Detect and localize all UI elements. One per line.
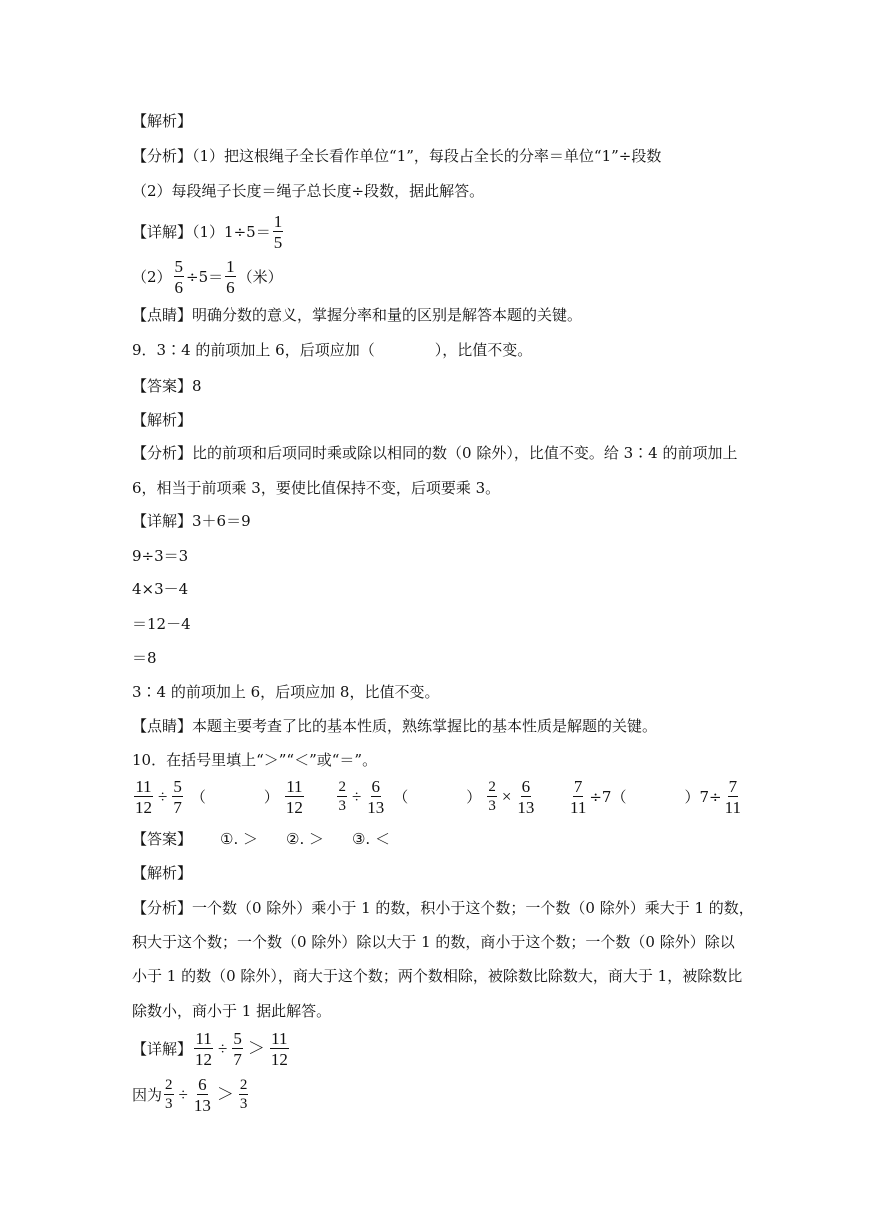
detail-line: 3∶4 的前项加上 6，后项应加 8，比值不变。: [132, 683, 440, 701]
fraction: $\frac{5}{6}$: [174, 257, 184, 297]
detail-text: 【详解】（1）1÷5＝: [132, 223, 271, 241]
answer: 【答案】 ①. ＞ ②. ＞ ③. ＜: [132, 830, 390, 848]
fraction: $\frac{7}{11}$: [724, 777, 741, 817]
detail-line: ＝12－4: [132, 615, 191, 633]
detail-line: [132, 213, 285, 251]
key-point: 【点睛】明确分数的意义，掌握分率和量的区别是解答本题的关键。: [132, 306, 583, 324]
question-9: 9．3∶4 的前项加上 6，后项应加（ ），比值不变。: [132, 341, 533, 359]
detail-line: 【详解】3＋6＝9: [132, 512, 251, 530]
analysis-line: 6，相当于前项乘 3，要使比值保持不变，后项要乘 3。: [132, 479, 501, 497]
fraction: $\frac{5}{7}$: [173, 777, 182, 817]
fraction: $\frac{1}{5}$: [273, 212, 283, 252]
analysis-line: 除数小，商小于 1 据此解答。: [132, 1002, 332, 1020]
fraction: $\frac{2}{3}$: [239, 1077, 248, 1112]
detail-line: 因为 $\frac{2}{3}$ ÷ $\frac{6}{13}$ ＞ $\frac{2}{3}$: [132, 1075, 248, 1115]
answer-bracket-close: ）: [263, 788, 279, 806]
detail-line: 4×3－4: [132, 580, 189, 598]
answer-bracket-open: （: [393, 788, 409, 806]
answer: 【答案】8: [132, 377, 202, 395]
analysis-line: 【分析】一个数（0 除外）乘小于 1 的数，积小于这个数；一个数（0 除外）乘大于 1 的数，: [132, 899, 754, 917]
fraction: $\frac{6}{13}$: [517, 777, 535, 817]
fraction: $\frac{11}{12}$: [195, 1029, 213, 1069]
answer-item: ②. ＞: [286, 830, 324, 848]
fraction: $\frac{6}{13}$: [367, 777, 385, 817]
fraction: $\frac{6}{13}$: [193, 1075, 211, 1115]
answer-bracket-open: （: [611, 788, 627, 806]
answer-item: ③. ＜: [351, 830, 390, 848]
detail-line: ＝8: [132, 649, 157, 667]
analysis-line: 【分析】（1）把这根绳子全长看作单位“1”，每段占全长的分率＝单位“1”÷段数: [132, 147, 662, 165]
detail-line: 【详解】 $\frac{11}{12}$ ÷ $\frac{5}{7}$ ＞ $\frac{11}{12}$: [132, 1029, 288, 1069]
fraction: $\frac{2}{3}$: [165, 1077, 173, 1112]
fraction: $\frac{5}{7}$: [233, 1029, 242, 1069]
detail-line: 9÷3＝3: [132, 547, 189, 565]
key-point: 【点睛】本题主要考查了比的基本性质，熟练掌握比的基本性质是解题的关键。: [132, 717, 658, 735]
analysis-line: 小于 1 的数（0 除外），商大于这个数；两个数相除，被除数比除数大，商大于 1，被除数比: [132, 967, 743, 985]
answer-item: ①. ＞: [220, 830, 258, 848]
detail-line: （2） $\frac{5}{6}$ ÷5＝ $\frac{1}{6}$ （米）: [132, 257, 283, 297]
fraction: $\frac{7}{11}$: [569, 777, 587, 817]
fraction: $\frac{11}{12}$: [270, 1029, 288, 1069]
analysis-heading: 【解析】: [132, 411, 193, 429]
answer-bracket-open: （: [190, 788, 206, 806]
fraction: $\frac{11}{12}$: [135, 777, 152, 817]
analysis-line: （2）每段绳子长度＝绳子总长度÷段数，据此解答。: [132, 182, 485, 200]
fraction: $\frac{11}{12}$: [285, 777, 303, 817]
analysis-heading: 【解析】: [132, 864, 193, 882]
question-10: 10．在括号里填上“＞”“＜”或“＝”。: [132, 751, 378, 769]
analysis-line: 【分析】比的前项和后项同时乘或除以相同的数（0 除外），比值不变。给 3∶4 的前项加上: [132, 444, 738, 462]
analysis-line: 积大于这个数；一个数（0 除外）除以大于 1 的数，商小于这个数；一个数（0 除外）除以: [132, 933, 735, 951]
answer-bracket-close: ）: [466, 788, 482, 806]
fraction: $\frac{2}{3}$: [338, 779, 346, 814]
comparison-expressions: $\frac{11}{12}$ ÷ $\frac{5}{7}$ （ ） $\frac{11}{12}$ $\frac{2}{3}$ ÷ $\frac{6}{13}$ （ ） $\frac{2}{3}$ × $\frac{6}{13}$ $\frac{7}{11}$ ÷7（ ）7÷ $\frac{7}{11}$: [135, 777, 741, 817]
fraction: $\frac{1}{6}$: [226, 257, 235, 297]
fraction: $\frac{2}{3}$: [488, 779, 496, 814]
analysis-heading: 【解析】: [132, 112, 193, 130]
answer-bracket-close: ）: [684, 788, 700, 806]
